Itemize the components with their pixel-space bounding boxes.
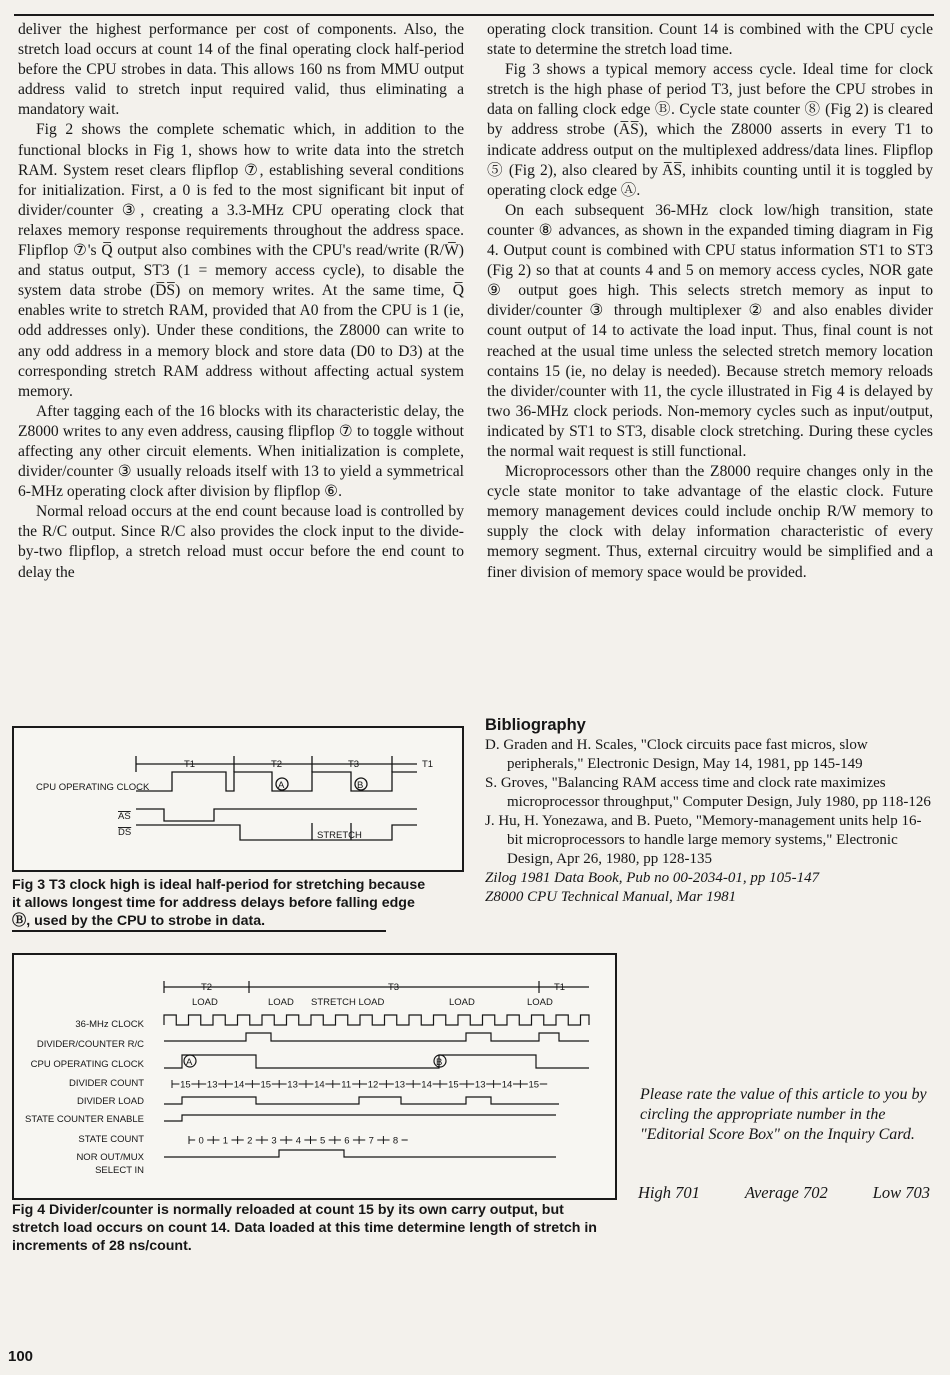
- paragraph: operating clock transition. Count 14 is combined with the CPU cycle state to determine the stretch load time.: [487, 21, 933, 59]
- clock-36mhz-trace: [164, 1015, 589, 1025]
- period-label: T3: [388, 982, 400, 993]
- left-text-column: [18, 20, 464, 583]
- rc-waveform: [164, 1033, 589, 1041]
- count-value: 14: [233, 1079, 245, 1091]
- count-value: 13: [287, 1079, 298, 1091]
- count-value: 13: [474, 1079, 486, 1091]
- score-box: [638, 1183, 930, 1203]
- marker-label: B: [436, 1057, 443, 1068]
- score-low: Low 703: [872, 1183, 930, 1202]
- paragraph: Microprocessors other than the Z8000 require changes only in the cycle state monitor to take advantage of the elastic clock. Future memory management devices could include onchip R/W memory to supply the clock with delay information characteristic of every memory segment. Thus, external circuitry would be simplified and a finer division of memory space would be provided.: [487, 463, 933, 581]
- fig4-timing-diagram: [12, 953, 617, 1200]
- period-label: T2: [271, 759, 283, 770]
- state-enable-waveform: [164, 1115, 556, 1121]
- bibliography-item: J. Hu, H. Yonezawa, and B. Pueto, "Memory-management units help 16-bit microprocessors to handle large memory systems," Electronic Design, Apr 26, 1980, pp 128-135: [485, 813, 922, 867]
- count-value: 12: [367, 1079, 379, 1091]
- score-average: Average 702: [744, 1183, 828, 1202]
- paragraph: deliver the highest performance per cost of components. Also, the stretch load occurs at count 14 of the final operating clock half-period before the CPU strobes in data. This allows 160 ns from MMU output address valid to stretch input required valid, thus eliminating a mandatory wait.: [18, 21, 464, 119]
- load-label: STRETCH LOAD: [311, 997, 385, 1008]
- stretch-label: STRETCH: [317, 830, 362, 841]
- load-label: LOAD: [527, 997, 553, 1008]
- divider-count-row: [172, 1079, 547, 1091]
- signal-label: DS: [118, 827, 132, 838]
- signal-label: DIVIDER/COUNTER R/C: [36, 1039, 144, 1050]
- count-value: 7: [368, 1135, 374, 1147]
- signal-label: STATE COUNT: [78, 1134, 144, 1145]
- period-label: T2: [201, 982, 213, 993]
- cpu-clock-waveform: [164, 1055, 589, 1068]
- count-value: 4: [295, 1135, 301, 1147]
- signal-label: CPU OPERATING CLOCK: [36, 782, 150, 793]
- bibliography-list: [485, 736, 931, 907]
- nor-mux-waveform: [164, 1150, 556, 1157]
- load-label: LOAD: [268, 997, 294, 1008]
- rating-prompt: Please rate the value of this article to you by circling the appropriate number in the "Editorial Score Box" on the Inquiry Card.: [640, 1086, 927, 1143]
- period-label: T3: [348, 759, 360, 770]
- fig3-svg: [14, 728, 462, 870]
- signal-label: SELECT IN: [95, 1165, 144, 1176]
- period-label: T1: [184, 759, 196, 770]
- load-label: LOAD: [449, 997, 475, 1008]
- fig3-caption: Fig 3 T3 clock high is ideal half-period for stretching because it allows longest time for address delays before falling edge Ⓑ, used by the CPU to strobe in data.: [12, 877, 426, 929]
- caption-rule: [12, 930, 386, 932]
- as-waveform: [136, 809, 417, 821]
- signal-label: CPU OPERATING CLOCK: [30, 1059, 144, 1070]
- signal-label: NOR OUT/MUX: [76, 1152, 144, 1163]
- fig4-caption: Fig 4 Divider/counter is normally reloaded at count 15 by its own carry output, but stretch load occurs on count 14. Data loaded at this time determine length of stretch in increments of 28 ns/count.: [12, 1202, 597, 1254]
- paragraph: Fig 2 shows the complete schematic which, in addition to the functional blocks in Fig 1, shows how to write data into the stretch RAM. System reset clears flipflop ⑦, establishing several conditions for initialization. First, a 0 is fed to the most significant bit input of divider/counter ③, creating a 3.3-MHz CPU operating clock that relaxes memory response requirements throughout the address space. Flipflop ⑦'s Q̅ output also combines with the CPU's read/write (R/W̅) and status output, ST3 (1 = memory access cycle), to disable the system data strobe (D̅S̅) on memory writes. At the same time, Q̅ enables write to stretch RAM, provided that A0 from the CPU is 1 (ie, odd addresses only). Under these conditions, the Z8000 can write to any odd address in a memory block and store data (D0 to D3) at the corresponding stretch RAM address without affecting actual system memory.: [18, 121, 464, 400]
- count-value: 15: [180, 1079, 191, 1091]
- signal-label: AS: [118, 811, 131, 822]
- bibliography-heading: Bibliography: [485, 716, 586, 734]
- count-value: 14: [501, 1079, 513, 1091]
- count-value: 11: [341, 1079, 352, 1091]
- marker-label: A: [278, 780, 285, 791]
- state-count-row: [189, 1135, 408, 1147]
- marker-label: A: [186, 1057, 193, 1068]
- divider-load-waveform: [164, 1097, 559, 1104]
- signal-label: STATE COUNTER ENABLE: [25, 1114, 144, 1125]
- count-value: 15: [260, 1079, 272, 1091]
- paragraph: On each subsequent 36-MHz clock low/high transition, state counter ⑧ advances, as shown in the expanded timing diagram in Fig 4. Output count is combined with CPU status information ST1 to ST3 (Fig 2) so that at counts 4 and 5 on memory access cycles, NOR gate ⑨ output goes high. This selects stretch memory as input to divider/counter ③ through multiplexer ② and also enables divider count output of 14 to activate the load input. Thus, final count is not reached at the usual time unless the selected stretch memory location contains 15 (ie, no delay is needed). Because stretch memory reloads the divider/counter with 11, the cycle illustrated in Fig 4 is delayed by two 36-MHz clock periods. Non-memory cycles such as input/output, indicated by ST1 to ST3, disable clock stretching. During these cycles the normal wait request is still functional.: [487, 201, 933, 460]
- count-value: 13: [394, 1079, 406, 1091]
- count-value: 8: [392, 1135, 399, 1147]
- count-value: 14: [314, 1079, 325, 1091]
- count-value: 6: [344, 1135, 350, 1147]
- top-rule: [14, 14, 934, 16]
- paragraph: Fig 3 shows a typical memory access cycle. Ideal time for clock stretch is the high phase of period T3, just before the CPU strobes in data on falling clock edge Ⓑ. Cycle state counter ⑧ (Fig 2) is cleared by address strobe (A̅S̅), which the Z8000 asserts in every T1 to indicate address output on the multiplexed address/data lines. Flipflop ⑤ (Fig 2), also cleared by A̅S̅, inhibits counting until it is toggled by operating clock edge Ⓐ.: [487, 61, 933, 199]
- ds-waveform: [136, 825, 417, 840]
- signal-label: 36-MHz CLOCK: [75, 1019, 144, 1030]
- bibliography-item: D. Graden and H. Scales, "Clock circuits pace fast micros, slow peripherals," Electronic Design, May 14, 1981, pp 145-149: [485, 737, 868, 772]
- signal-label: DIVIDER LOAD: [76, 1096, 144, 1107]
- score-high: High 701: [638, 1183, 700, 1202]
- period-label: T1: [554, 982, 566, 993]
- bibliography-item: Z8000 CPU Technical Manual, Mar 1981: [485, 889, 737, 905]
- count-value: 15: [448, 1079, 459, 1091]
- count-value: 1: [222, 1135, 229, 1147]
- period-label: T1: [422, 759, 434, 770]
- count-value: 2: [247, 1135, 253, 1147]
- count-value: 3: [271, 1135, 277, 1147]
- count-value: 14: [421, 1079, 432, 1091]
- count-value: 0: [198, 1135, 204, 1147]
- right-text-column: [487, 20, 933, 583]
- count-value: 5: [320, 1135, 326, 1147]
- count-value: 13: [206, 1079, 218, 1091]
- marker-label: B: [357, 780, 364, 791]
- bibliography-item: Zilog 1981 Data Book, Pub no 00-2034-01, pp 105-147: [485, 870, 820, 886]
- page-number: 100: [8, 1348, 34, 1365]
- clock-36mhz-waveform: [164, 1015, 589, 1025]
- fig4-svg: [14, 955, 615, 1198]
- signal-label: DIVIDER COUNT: [69, 1078, 144, 1089]
- bibliography-item: S. Groves, "Balancing RAM access time and clock rate maximizes microprocessor throughput," Computer Design, July 1980, pp 118-126: [485, 775, 931, 810]
- paragraph: After tagging each of the 16 blocks with its characteristic delay, the Z8000 writes to any even address, causing flipflop ⑦ to toggle without affecting any other circuit elements. When initialization is complete, divider/counter ③ usually reloads itself with 13 to yield a symmetrical 6-MHz operating clock after division by flipflop ⑥.: [18, 402, 464, 501]
- paragraph: Normal reload occurs at the end count because load is controlled by the R/C output. Since R/C also provides the clock input to the divide-by-two flipflop, a stretch reload must occur before the end count to delay the: [18, 503, 464, 581]
- load-label: LOAD: [192, 997, 218, 1008]
- fig3-timing-diagram: [12, 726, 464, 872]
- count-value: 15: [528, 1079, 540, 1091]
